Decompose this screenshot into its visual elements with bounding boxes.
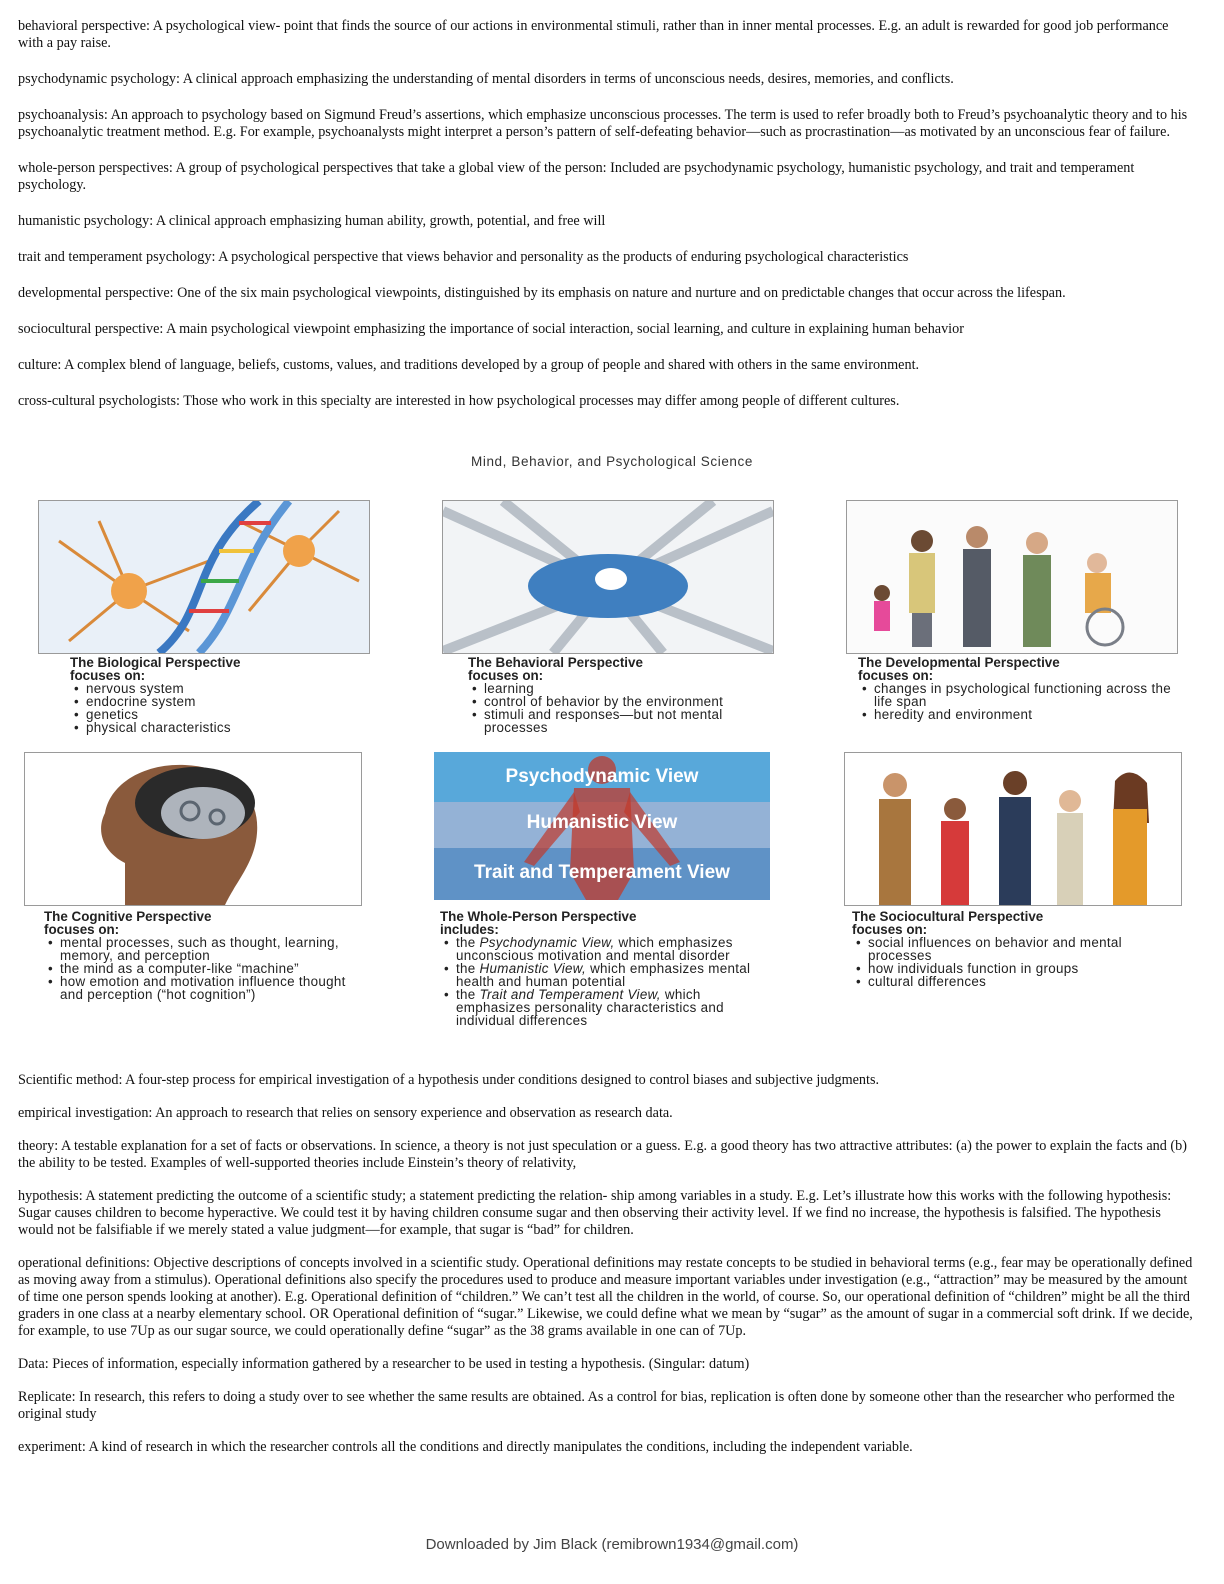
caption-subheading: focuses on: bbox=[70, 668, 146, 683]
item-pre: the bbox=[456, 987, 480, 1002]
caption-item: • how individuals function in groups bbox=[852, 962, 1182, 975]
caption-subheading: focuses on: bbox=[852, 922, 928, 937]
definition-empirical-investigation: empirical investigation: An approach to research that relies on sensory experience and observation as research data. bbox=[18, 1105, 673, 1121]
behavioral-perspective-image bbox=[442, 500, 774, 654]
definition-behavioral-perspective: behavioral perspective: A psychological view- point that finds the source of our actions in environmental stimuli, rather than in inner mental processes. E.g. an adult is rewarded for good job performance with a pay raise. bbox=[18, 18, 1169, 51]
cognitive-perspective-image bbox=[24, 752, 362, 906]
whole-person-perspective-caption bbox=[440, 910, 770, 1027]
definition-sociocultural-perspective: sociocultural perspective: A main psychological viewpoint emphasizing the importance of social interaction, social learning, and culture in explaining human behavior bbox=[18, 321, 964, 337]
caption-heading: The Biological Perspective bbox=[70, 655, 241, 670]
definition-culture: culture: A complex blend of language, beliefs, customs, values, and traditions developed by a group of people and shared with others in the same environment. bbox=[18, 357, 920, 373]
definition-cross-cultural: cross-cultural psychologists: Those who work in this specialty are interested in how psychological processes may differ among people of different cultures. bbox=[18, 393, 900, 409]
item-italic: Psychodynamic View, bbox=[479, 935, 615, 950]
definition-developmental-perspective: developmental perspective: One of the six main psychological viewpoints, distinguished by its emphasis on nature and nurture and on predictable changes that occur across the lifespan. bbox=[18, 285, 1066, 301]
sociocultural-perspective-image bbox=[844, 752, 1182, 906]
caption-item: • nervous system bbox=[70, 682, 370, 695]
diverse-group-illustration bbox=[845, 753, 1181, 905]
item-italic: Humanistic View, bbox=[479, 961, 587, 976]
caption-heading: The Cognitive Perspective bbox=[44, 909, 212, 924]
item-post: which emphasizes unconscious motivation and mental disorder bbox=[456, 935, 733, 963]
life-span-people-illustration bbox=[847, 501, 1177, 653]
caption-item: • how emotion and motivation influence thought and perception (“hot cognition”) bbox=[44, 975, 364, 1001]
item-post: which emphasizes personality characteristics and individual differences bbox=[456, 987, 724, 1028]
definition-replicate: Replicate: In research, this refers to doing a study over to see whether the same results are obtained. As a control for bias, replication is often done by someone other than the researcher who performed the original study bbox=[18, 1389, 1175, 1422]
person-icon bbox=[1113, 772, 1149, 905]
behavioral-perspective-caption bbox=[468, 656, 768, 734]
psychodynamic-view-label: Psychodynamic View bbox=[505, 766, 699, 787]
biological-perspective-caption bbox=[70, 656, 370, 734]
caption-subheading: focuses on: bbox=[858, 668, 934, 683]
definition-scientific-method: Scientific method: A four-step process for empirical investigation of a hypothesis under conditions designed to control biases and subjective judgments. bbox=[18, 1072, 880, 1088]
item-pre: the bbox=[456, 935, 480, 950]
caption-subheading: includes: bbox=[440, 922, 499, 937]
definition-psychodynamic-psychology: psychodynamic psychology: A clinical approach emphasizing the understanding of mental disorders in terms of unconscious needs, desires, memories, and conflicts. bbox=[18, 71, 954, 87]
rat-icon bbox=[595, 568, 627, 590]
caption-item: • social influences on behavior and mental processes bbox=[852, 936, 1182, 962]
definition-whole-person-perspectives: whole-person perspectives: A group of psychological perspectives that take a global view of the person: Included are psychodynamic psychology, humanistic psychology, and trait and temperament psychology. bbox=[18, 160, 1135, 193]
developmental-perspective-image bbox=[846, 500, 1178, 654]
head-gears-illustration bbox=[25, 753, 361, 905]
item-italic: Trait and Temperament View, bbox=[479, 987, 661, 1002]
sociocultural-perspective-caption bbox=[852, 910, 1182, 988]
caption-item: • cultural differences bbox=[852, 975, 1182, 988]
figure-title: Mind, Behavior, and Psychological Science bbox=[471, 454, 753, 469]
caption-item bbox=[440, 988, 770, 1027]
child-figure-icon bbox=[874, 585, 890, 631]
definition-theory: theory: A testable explanation for a set of facts or observations. In science, a theory is not just speculation or a guess. E.g. a good theory has two attractive attributes: (a) the power to explain the facts and (b) the ability to be tested. Examples of well-supported theories include Einstein’s theory of relativity, bbox=[18, 1138, 1187, 1171]
caption-heading: The Sociocultural Perspective bbox=[852, 909, 1044, 924]
cognitive-perspective-caption bbox=[44, 910, 364, 1001]
neuron-body-icon bbox=[283, 535, 315, 567]
brain-gears-icon bbox=[161, 787, 245, 839]
neuron-dna-illustration bbox=[39, 501, 369, 653]
top-definitions bbox=[18, 18, 1194, 429]
caption-item: • stimuli and responses—but not mental processes bbox=[468, 708, 768, 734]
definition-experiment: experiment: A kind of research in which the researcher controls all the conditions and directly manipulates the conditions, including the independent variable. bbox=[18, 1439, 913, 1455]
caption-heading: The Whole-Person Perspective bbox=[440, 909, 637, 924]
definition-data: Data: Pieces of information, especially information gathered by a researcher to be used in testing a hypothesis. (Singular: datum) bbox=[18, 1356, 750, 1372]
developmental-perspective-caption bbox=[858, 656, 1178, 721]
caption-item: • endocrine system bbox=[70, 695, 370, 708]
bottom-definitions bbox=[18, 1072, 1194, 1472]
caption-item: • changes in psychological functioning across the life span bbox=[858, 682, 1178, 708]
item-pre: the bbox=[456, 961, 480, 976]
definition-operational-definitions: operational definitions: Objective descriptions of concepts involved in a scientific study. Operational definitions may restate concepts to be studied in behavioral terms (e.g., fear may be operationally defined as moving away from a stimulus). Operational definitions also specify the procedures used to produce and measure important variables under investigation (e.g., “attraction” may be measured by the amount of time one person spends looking at another). E.g. Operational definition of “children.” We can’t test all the children in the world, of course. So, our operational definition of “children” might be all the third graders in one class at a nearby elementary school. OR Operational definition of “sugar.” Likewise, we could define what we mean by “sugar” as the amount of sugar in a commercial soft drink. If we decide, for example, to use 7Up as our sugar source, we could operationally define “sugar” as the 38 grams available in one can of 7Up. bbox=[18, 1255, 1193, 1339]
caption-subheading: focuses on: bbox=[44, 922, 120, 937]
humanistic-view-label: Humanistic View bbox=[526, 812, 678, 833]
caption-item: • control of behavior by the environment bbox=[468, 695, 768, 708]
caption-item bbox=[440, 962, 770, 988]
caption-item: • physical characteristics bbox=[70, 721, 370, 734]
rat-maze-illustration bbox=[443, 501, 773, 653]
neuron-body-icon bbox=[111, 573, 147, 609]
perspectives-figure bbox=[0, 448, 1224, 1070]
caption-item: • mental processes, such as thought, learning, memory, and perception bbox=[44, 936, 364, 962]
whole-person-views-image bbox=[434, 752, 770, 900]
caption-heading: The Behavioral Perspective bbox=[468, 655, 643, 670]
caption-item: • genetics bbox=[70, 708, 370, 721]
download-footer: Downloaded by Jim Black (remibrown1934@gmail.com) bbox=[425, 1536, 799, 1553]
caption-item: • the mind as a computer-like “machine” bbox=[44, 962, 364, 975]
definition-psychoanalysis: psychoanalysis: An approach to psychology based on Sigmund Freud’s assertions, which emphasize unconscious processes. The term is used to refer broadly both to Freud’s psychoanalytic theory and to his psychoanalytic treatment method. E.g. For example, psychoanalysts might interpret a person’s pattern of self-defeating behavior—such as procrastination—as motivated by an unconscious fear of failure. bbox=[18, 107, 1188, 140]
definition-trait-temperament: trait and temperament psychology: A psychological perspective that views behavior and personality as the products of enduring psychological characteristics bbox=[18, 249, 909, 265]
caption-item: • heredity and environment bbox=[858, 708, 1178, 721]
caption-item: • learning bbox=[468, 682, 768, 695]
trait-view-label: Trait and Temperament View bbox=[474, 862, 730, 883]
definition-hypothesis: hypothesis: A statement predicting the outcome of a scientific study; a statement predicting the relation- ship among variables in a study. E.g. Let’s illustrate how this works with the following hypothesis: Sugar causes children to become hyperactive. We could test it by having children consume sugar and then observing their activity level. If we find no increase, the hypothesis is falsified. The hypothesis would not be falsifiable if we merely stated a value judgment—for example, that sugar is “bad” for children. bbox=[18, 1188, 1172, 1238]
caption-heading: The Developmental Perspective bbox=[858, 655, 1060, 670]
definition-humanistic-psychology: humanistic psychology: A clinical approach emphasizing human ability, growth, potential, and free will bbox=[18, 213, 606, 229]
caption-item bbox=[440, 936, 770, 962]
biological-perspective-image bbox=[38, 500, 370, 654]
caption-subheading: focuses on: bbox=[468, 668, 544, 683]
item-post: which emphasizes mental health and human potential bbox=[456, 961, 751, 989]
